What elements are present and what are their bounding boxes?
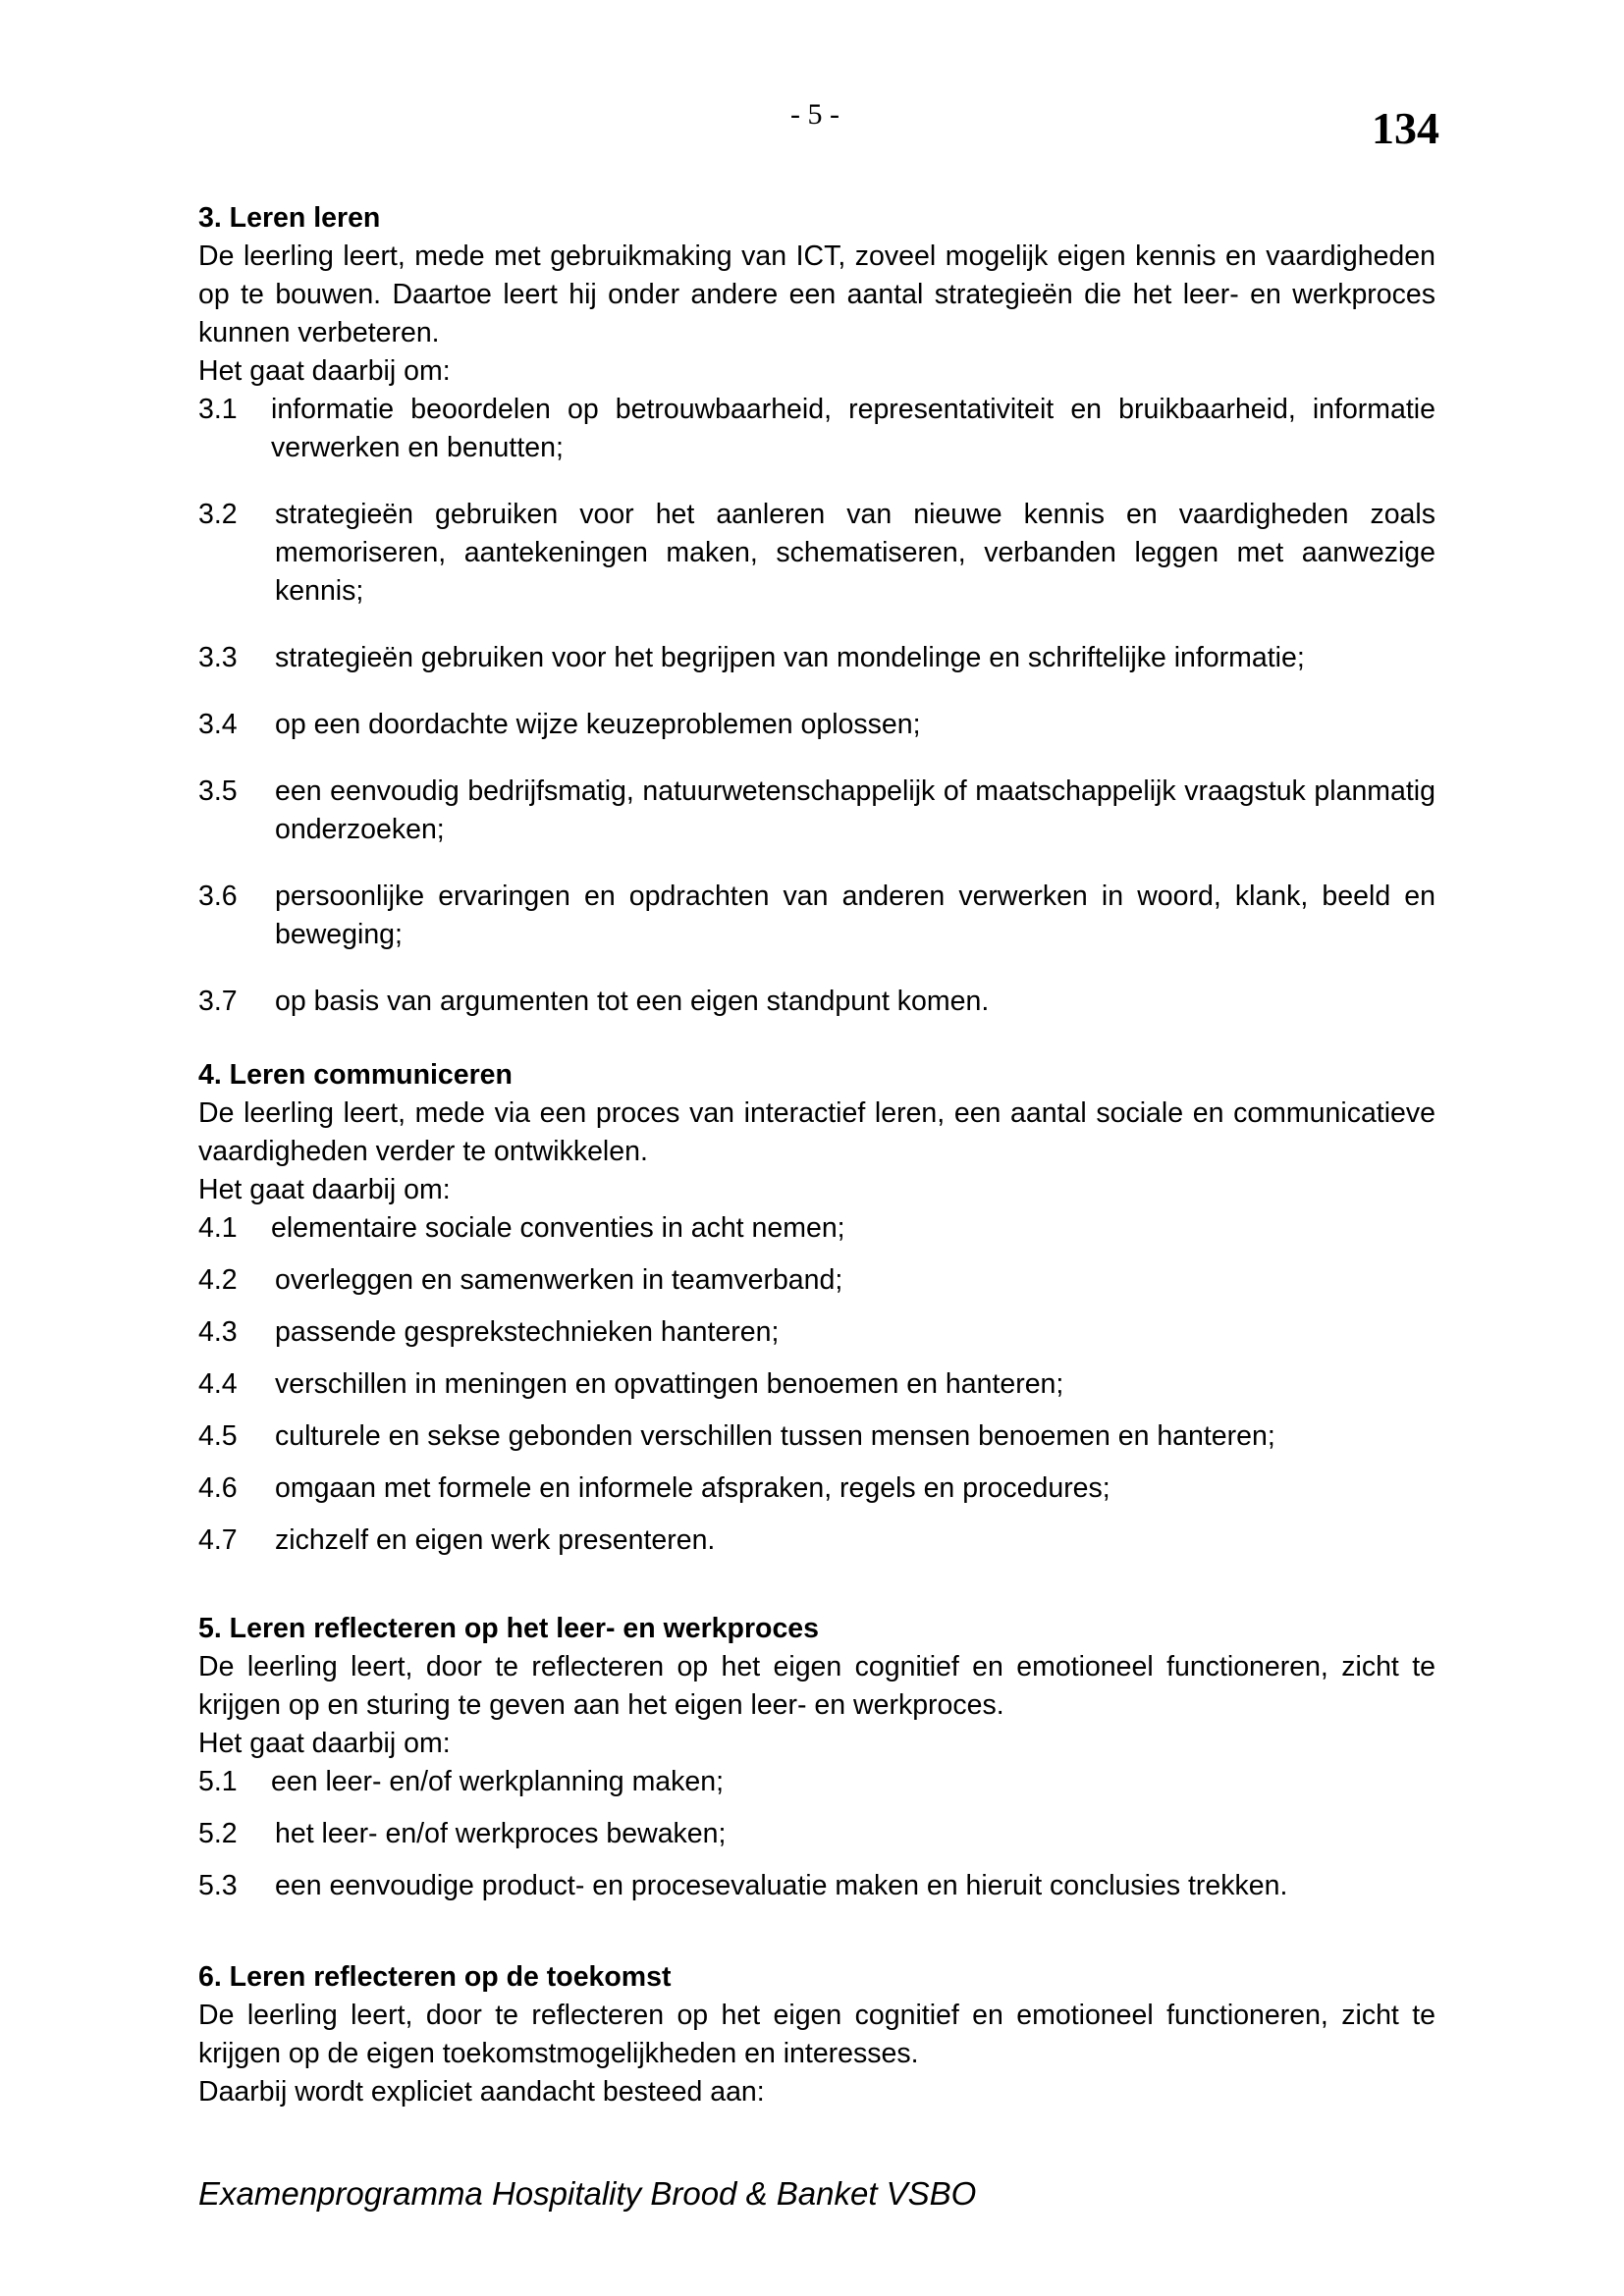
list-item <box>198 639 1435 677</box>
item-number: 4.4 <box>198 1368 238 1400</box>
item-text: zichzelf en eigen werk presenteren. <box>275 1524 716 1556</box>
section-heading: 4. Leren communiceren <box>198 1059 513 1091</box>
list-item <box>198 1763 1435 1801</box>
list-item <box>198 1469 1435 1508</box>
list-item <box>198 1522 1435 1560</box>
item-text: strategieën gebruiken voor het aanleren van nieuwe kennis en vaardigheden zoals memoriseren, aantekeningen maken, schematiseren, verbanden leggen met aanwezige kennis; <box>275 499 1435 607</box>
item-number: 4.7 <box>198 1524 238 1556</box>
section-lead: Het gaat daarbij om: <box>198 355 451 387</box>
item-number: 3.4 <box>198 709 238 740</box>
item-number: 5.1 <box>198 1766 238 1797</box>
item-text: het leer- en/of werkproces bewaken; <box>275 1818 727 1849</box>
item-number: 4.2 <box>198 1264 238 1296</box>
list-item <box>198 1417 1435 1456</box>
list-item <box>198 496 1435 611</box>
item-number: 4.5 <box>198 1420 238 1452</box>
item-text: op basis van argumenten tot een eigen standpunt komen. <box>275 986 990 1017</box>
section-lead: Daarbij wordt expliciet aandacht besteed aan: <box>198 2076 765 2108</box>
item-text: culturele en sekse gebonden verschillen tussen mensen benoemen en hanteren; <box>275 1420 1275 1452</box>
item-number: 3.3 <box>198 642 238 673</box>
item-text: elementaire sociale conventies in acht nemen; <box>271 1212 845 1244</box>
list-item <box>198 1815 1435 1853</box>
list-item <box>198 878 1435 954</box>
item-text: verschillen in meningen en opvattingen benoemen en hanteren; <box>275 1368 1064 1400</box>
item-number: 3.1 <box>198 394 238 425</box>
list-item <box>198 773 1435 849</box>
item-number: 5.3 <box>198 1870 238 1901</box>
item-number: 3.6 <box>198 881 238 912</box>
list-item <box>198 1313 1435 1352</box>
item-text: een leer- en/of werkplanning maken; <box>271 1766 725 1797</box>
item-number: 5.2 <box>198 1818 238 1849</box>
section-intro: De leerling leert, door te reflecteren op het eigen cognitief en emotioneel functioneren, zicht te krijgen op en sturing te geven aan het eigen leer- en werkproces. <box>198 1651 1435 1721</box>
list-item <box>198 391 1435 467</box>
item-text: informatie beoordelen op betrouwbaarheid, representativiteit en bruikbaarheid, informatie verwerken en benutten; <box>271 394 1435 463</box>
item-text: een eenvoudige product- en procesevaluatie maken en hieruit conclusies trekken. <box>275 1870 1288 1901</box>
section-intro: De leerling leert, mede met gebruikmaking van ICT, zoveel mogelijk eigen kennis en vaardigheden op te bouwen. Daartoe leert hij onder andere een aantal strategieën die het leer- en werkproces kunnen verbeteren. <box>198 240 1435 348</box>
section-leren-leren <box>198 199 1435 1021</box>
item-text: passende gesprekstechnieken hanteren; <box>275 1316 780 1348</box>
list-item <box>198 1867 1435 1905</box>
section-leren-communiceren <box>198 1056 1435 1560</box>
item-text: strategieën gebruiken voor het begrijpen van mondelinge en schriftelijke informatie; <box>275 642 1305 673</box>
list-item <box>198 706 1435 744</box>
page-number: - 5 - <box>790 98 839 131</box>
section-lead: Het gaat daarbij om: <box>198 1174 451 1205</box>
item-number: 3.7 <box>198 986 238 1017</box>
section-heading: 3. Leren leren <box>198 202 381 234</box>
list-item <box>198 1365 1435 1404</box>
section-heading: 6. Leren reflecteren op de toekomst <box>198 1961 672 1993</box>
item-text: persoonlijke ervaringen en opdrachten van anderen verwerken in woord, klank, beeld en beweging; <box>275 881 1435 950</box>
item-number: 4.1 <box>198 1212 238 1244</box>
section-leren-reflecteren-toekomst <box>198 1958 1435 2111</box>
item-number: 4.6 <box>198 1472 238 1504</box>
item-text: op een doordachte wijze keuzeproblemen oplossen; <box>275 709 921 740</box>
section-leren-reflecteren-werkproces <box>198 1610 1435 1905</box>
section-heading: 5. Leren reflecteren op het leer- en werkproces <box>198 1613 819 1644</box>
item-number: 3.5 <box>198 775 238 807</box>
item-text: overleggen en samenwerken in teamverband; <box>275 1264 843 1296</box>
list-item <box>198 1261 1435 1300</box>
item-text: omgaan met formele en informele afspraken, regels en procedures; <box>275 1472 1110 1504</box>
footer-title: Examenprogramma Hospitality Brood & Banket VSBO <box>198 2175 977 2212</box>
list-item <box>198 983 1435 1021</box>
section-lead: Het gaat daarbij om: <box>198 1728 451 1759</box>
item-number: 3.2 <box>198 499 238 530</box>
list-item <box>198 1209 1435 1248</box>
item-text: een eenvoudig bedrijfsmatig, natuurwetenschappelijk of maatschappelijk vraagstuk planmatig onderzoeken; <box>275 775 1435 845</box>
document-number: 134 <box>1372 103 1439 153</box>
item-number: 4.3 <box>198 1316 238 1348</box>
section-intro: De leerling leert, door te reflecteren op het eigen cognitief en emotioneel functioneren, zicht te krijgen op de eigen toekomstmogelijkheden en interesses. <box>198 2000 1435 2069</box>
section-intro: De leerling leert, mede via een proces van interactief leren, een aantal sociale en communicatieve vaardigheden verder te ontwikkelen. <box>198 1097 1435 1167</box>
